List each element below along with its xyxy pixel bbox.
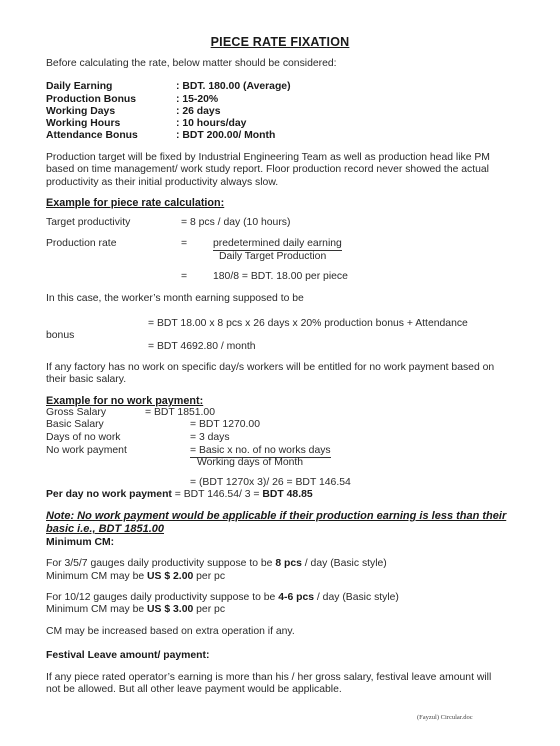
cm-text: For 10/12 gauges daily productivity suppose to be [46,592,279,603]
month-result: = BDT 4692.80 / month [148,341,256,352]
per-day-label: Per day no work payment [46,489,172,500]
festival-heading: Festival Leave amount/ payment: [46,650,210,661]
cm-text: Minimum CM may be [46,604,148,615]
no-work-paragraph: If any factory has no work on specific day/s workers will be entitled for no work payment based on their basic salary. [46,362,495,386]
cm-line [46,604,225,616]
note-text: Note: No work payment would be applicable if their production earning is less than their basic i.e., BDT 1851.00 [46,510,507,535]
minimum-cm-heading: Minimum CM: [46,537,115,548]
target-label: Target productivity [46,217,131,228]
cm-line [46,571,225,583]
basic-value: = BDT 1270.00 [190,419,260,430]
intro-text: Before calculating the rate, below matter should be considered: [46,58,337,69]
gross-value: = BDT 1851.00 [145,407,215,418]
term-value: : 15-20% [176,94,219,105]
rate-denominator: Daily Target Production [219,251,327,262]
cm-text: / day (Basic style) [301,558,387,569]
no-work-heading: Example for no work payment: [46,395,204,407]
cm-text: For 3/5/7 gauges daily productivity suppose to be [46,558,276,569]
days-label: Days of no work [46,432,121,443]
term-label: Attendance Bonus [46,130,138,141]
term-label: Daily Earning [46,81,113,92]
per-day-value: BDT 48.85 [262,489,313,500]
gross-label: Gross Salary [46,407,107,418]
payment-label: No work payment [46,445,127,456]
term-label: Working Days [46,106,116,117]
month-intro: In this case, the worker’s month earning supposed to be [46,293,304,304]
term-label: Production Bonus [46,94,137,105]
term-label: Working Hours [46,118,121,129]
rate-numerator [213,238,342,251]
cm-line [46,592,399,604]
fraction-numerator: predetermined daily earning [213,238,342,251]
per-day-line [46,489,313,501]
cm-extra-text: CM may be increased based on extra operation if any. [46,626,295,637]
cm-emphasis: 8 pcs [275,558,302,569]
equals-sign: = [181,238,188,249]
page-title: PIECE RATE FIXATION [210,35,350,49]
footer-filename: (Fayzul) Circular.doc [417,714,473,721]
rate-label: Production rate [46,238,117,249]
cm-text: / day (Basic style) [314,592,399,603]
payment-result: = (BDT 1270x 3)/ 26 = BDT 146.54 [190,477,351,488]
bonus-word: bonus [46,330,75,341]
term-value: : BDT. 180.00 (Average) [176,81,291,92]
cm-emphasis: US $ 3.00 [147,604,194,615]
term-value: : 10 hours/day [176,118,247,129]
basic-label: Basic Salary [46,419,104,430]
term-value: : BDT 200.00/ Month [176,130,276,141]
equals-sign: = [181,271,188,282]
payment-denominator: Working days of Month [197,457,304,468]
piece-rate-heading: Example for piece rate calculation: [46,197,225,209]
term-value: : 26 days [176,106,221,117]
rate-result: 180/8 = BDT. 18.00 per piece [213,271,348,282]
per-day-calc: = BDT 146.54/ 3 = [171,489,263,500]
cm-text: per pc [193,604,226,615]
cm-text: per pc [193,571,226,582]
month-calc: = BDT 18.00 x 8 pcs x 26 days x 20% production bonus + Attendance [148,318,468,329]
cm-line [46,558,387,570]
fraction-numerator: = Basic x no. of no works days [190,445,331,458]
production-paragraph: Production target will be fixed by Industrial Engineering Team as well as production head like PM based on time management/ work study report. Floor production record never showed the actual productivity as their initial productivity always slow. [46,152,490,188]
days-value: = 3 days [190,432,230,443]
cm-emphasis: 4-6 pcs [278,592,315,603]
cm-text: Minimum CM may be [46,571,148,582]
target-value: = 8 pcs / day (10 hours) [181,217,291,228]
festival-text: If any piece rated operator’s earning is more than his / her gross salary, festival leave amount will not be allowed. But all other leave payment would be applicable. [46,672,492,696]
cm-emphasis: US $ 2.00 [147,571,194,582]
